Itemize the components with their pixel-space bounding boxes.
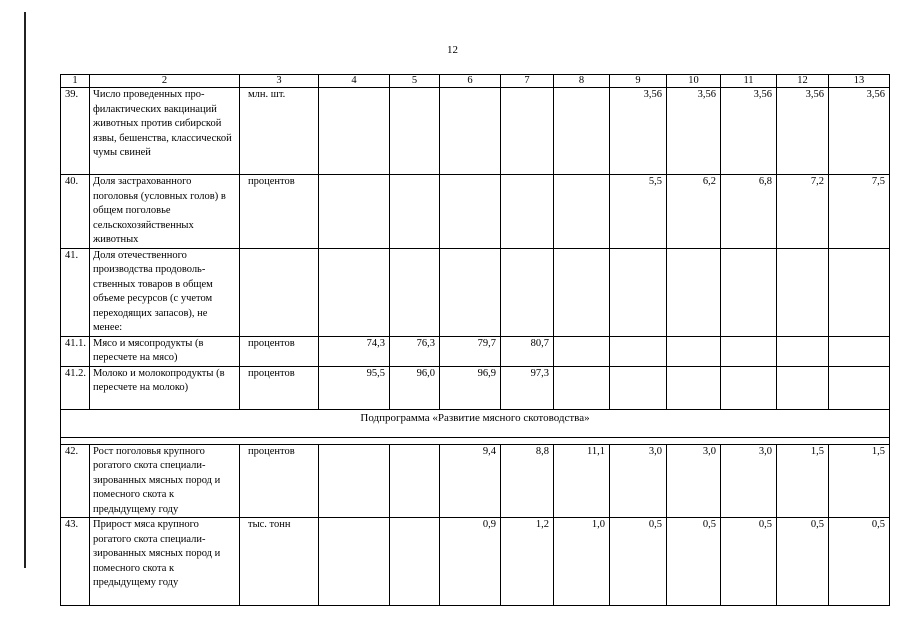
value-cell: 5,5 bbox=[610, 175, 667, 249]
header-cell: 13 bbox=[829, 75, 890, 88]
indicator-name: Рост поголовья крупного рогатого скота специализированных мясных пород и помесного скота к предыдущему году bbox=[90, 444, 240, 518]
table-row bbox=[61, 175, 890, 249]
value-cell: 97,3 bbox=[501, 366, 554, 409]
value-cell: 3,0 bbox=[667, 444, 721, 518]
unit-cell: процентов bbox=[240, 366, 319, 409]
value-cell: 1,5 bbox=[777, 444, 829, 518]
spacer-row bbox=[61, 437, 890, 444]
table-row bbox=[61, 248, 890, 336]
value-cell bbox=[554, 336, 610, 366]
value-cell bbox=[554, 366, 610, 409]
page-number: 12 bbox=[447, 44, 458, 56]
value-cell: 3,0 bbox=[721, 444, 777, 518]
indicator-name: Доля застрахованного поголовья (условных голов) в общем поголовье сельскохозяйственных животных bbox=[90, 175, 240, 249]
value-cell: 0,5 bbox=[667, 518, 721, 606]
value-cell: 3,56 bbox=[721, 88, 777, 175]
value-cell: 1,5 bbox=[829, 444, 890, 518]
value-cell bbox=[501, 175, 554, 249]
value-cell bbox=[319, 444, 390, 518]
value-cell bbox=[610, 366, 667, 409]
header-cell: 6 bbox=[440, 75, 501, 88]
header-cell: 11 bbox=[721, 75, 777, 88]
row-number: 42. bbox=[61, 444, 90, 518]
value-cell bbox=[319, 248, 390, 336]
value-cell bbox=[667, 336, 721, 366]
value-cell bbox=[390, 518, 440, 606]
header-cell: 1 bbox=[61, 75, 90, 88]
value-cell bbox=[390, 88, 440, 175]
value-cell bbox=[721, 336, 777, 366]
value-cell: 6,2 bbox=[667, 175, 721, 249]
header-cell: 12 bbox=[777, 75, 829, 88]
table-row bbox=[61, 336, 890, 366]
column-number-row bbox=[61, 75, 890, 88]
row-number: 41. bbox=[61, 248, 90, 336]
value-cell: 7,2 bbox=[777, 175, 829, 249]
value-cell bbox=[667, 366, 721, 409]
row-number: 39. bbox=[61, 88, 90, 175]
indicator-name: Число проведенных профилактических вакцинаций животных против сибирской язвы, бешенства, классической чумы свиней bbox=[90, 88, 240, 175]
indicators-table bbox=[60, 74, 890, 606]
spacer-cell bbox=[61, 437, 890, 444]
value-cell bbox=[501, 248, 554, 336]
value-cell: 3,56 bbox=[777, 88, 829, 175]
value-cell bbox=[777, 366, 829, 409]
value-cell bbox=[829, 336, 890, 366]
row-number: 43. bbox=[61, 518, 90, 606]
value-cell: 76,3 bbox=[390, 336, 440, 366]
value-cell bbox=[721, 248, 777, 336]
row-number: 41.1. bbox=[61, 336, 90, 366]
value-cell: 0,5 bbox=[610, 518, 667, 606]
value-cell: 0,9 bbox=[440, 518, 501, 606]
row-number: 41.2. bbox=[61, 366, 90, 409]
unit-cell: процентов bbox=[240, 444, 319, 518]
header-cell: 5 bbox=[390, 75, 440, 88]
value-cell: 95,5 bbox=[319, 366, 390, 409]
value-cell bbox=[721, 366, 777, 409]
header-cell: 4 bbox=[319, 75, 390, 88]
header-cell: 7 bbox=[501, 75, 554, 88]
value-cell: 0,5 bbox=[777, 518, 829, 606]
value-cell bbox=[777, 248, 829, 336]
value-cell bbox=[829, 366, 890, 409]
unit-cell: тыс. тонн bbox=[240, 518, 319, 606]
value-cell: 0,5 bbox=[721, 518, 777, 606]
value-cell bbox=[829, 248, 890, 336]
indicator-name: Прирост мяса крупного рогатого скота специализированных мясных пород и помесного скота к предыдущему году bbox=[90, 518, 240, 606]
value-cell bbox=[554, 175, 610, 249]
value-cell bbox=[440, 248, 501, 336]
value-cell: 96,9 bbox=[440, 366, 501, 409]
table-row bbox=[61, 444, 890, 518]
subprogram-row bbox=[61, 409, 890, 437]
left-margin-bar bbox=[24, 12, 26, 568]
value-cell: 8,8 bbox=[501, 444, 554, 518]
value-cell: 96,0 bbox=[390, 366, 440, 409]
unit-cell: процентов bbox=[240, 336, 319, 366]
value-cell: 3,56 bbox=[829, 88, 890, 175]
value-cell bbox=[319, 88, 390, 175]
row-number: 40. bbox=[61, 175, 90, 249]
value-cell bbox=[440, 175, 501, 249]
indicator-name: Мясо и мясопродукты (в пересчете на мясо) bbox=[90, 336, 240, 366]
value-cell bbox=[610, 336, 667, 366]
table-row bbox=[61, 366, 890, 409]
value-cell bbox=[554, 88, 610, 175]
value-cell: 0,5 bbox=[829, 518, 890, 606]
value-cell: 3,0 bbox=[610, 444, 667, 518]
value-cell: 6,8 bbox=[721, 175, 777, 249]
value-cell: 1,2 bbox=[501, 518, 554, 606]
header-cell: 10 bbox=[667, 75, 721, 88]
value-cell bbox=[610, 248, 667, 336]
value-cell: 74,3 bbox=[319, 336, 390, 366]
value-cell: 80,7 bbox=[501, 336, 554, 366]
unit-cell bbox=[240, 248, 319, 336]
subprogram-title: Подпрограмма «Развитие мясного скотоводства» bbox=[61, 409, 890, 437]
value-cell bbox=[667, 248, 721, 336]
value-cell bbox=[319, 175, 390, 249]
header-cell: 8 bbox=[554, 75, 610, 88]
header-cell: 3 bbox=[240, 75, 319, 88]
value-cell bbox=[440, 88, 501, 175]
value-cell bbox=[554, 248, 610, 336]
value-cell bbox=[777, 336, 829, 366]
value-cell: 7,5 bbox=[829, 175, 890, 249]
value-cell: 3,56 bbox=[667, 88, 721, 175]
indicator-name: Молоко и молокопродукты (в пересчете на молоко) bbox=[90, 366, 240, 409]
unit-cell: млн. шт. bbox=[240, 88, 319, 175]
indicator-name: Доля отечественного производства продовольственных товаров в общем объеме ресурсов (с учетом переходящих запасов), не менее: bbox=[90, 248, 240, 336]
value-cell: 9,4 bbox=[440, 444, 501, 518]
unit-cell: процентов bbox=[240, 175, 319, 249]
value-cell bbox=[501, 88, 554, 175]
header-cell: 2 bbox=[90, 75, 240, 88]
value-cell bbox=[390, 175, 440, 249]
value-cell bbox=[319, 518, 390, 606]
value-cell: 1,0 bbox=[554, 518, 610, 606]
value-cell: 11,1 bbox=[554, 444, 610, 518]
table-row bbox=[61, 88, 890, 175]
value-cell: 79,7 bbox=[440, 336, 501, 366]
value-cell bbox=[390, 444, 440, 518]
header-cell: 9 bbox=[610, 75, 667, 88]
value-cell: 3,56 bbox=[610, 88, 667, 175]
table-row bbox=[61, 518, 890, 606]
value-cell bbox=[390, 248, 440, 336]
